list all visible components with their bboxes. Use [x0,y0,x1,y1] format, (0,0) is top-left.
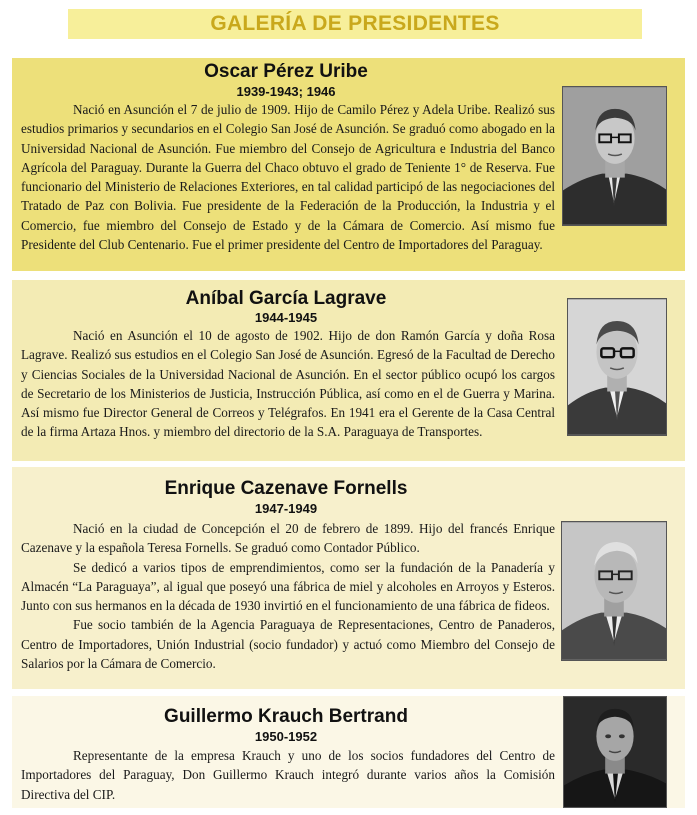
president-photo [562,86,667,226]
president-card-garcia-lagrave [12,280,685,461]
bio-paragraph: Nació en Asunción el 10 de agosto de 1902. Hijo de don Ramón García y doña Rosa Lagrave. Realizó sus estudios en el Colegio San José de Asunción. Egresó de la Facultad de Derecho y Ciencias Sociales de la Universidad Nacional de Asunción. En el sector público ocupó los cargos de Secretario de los Ministerios de Justicia, Instrucción Pública, así como en el de Guerra y Marina. Así mismo fue Director General de Correos y Telégrafos. En 1941 era el Gerente de la Casa Central de la firma Artaza Hnos. y miembro del directorio de la S.A. Paraguaya de Transportes. [21,328,555,440]
president-bio [21,326,555,442]
portrait-image [568,299,666,435]
portrait-image [563,87,666,225]
gallery-header [68,9,642,39]
bio-paragraph: Fue socio también de la Agencia Paraguaya de Representaciones, Centro de Panaderos, Centro de Importadores, Unión Industrial (socio fundador) y actuó como Miembro del Consejo de Salarios por la Cámara de Comercio. [21,617,555,672]
president-years: 1947-1949 [254,501,318,516]
president-bio [21,100,555,254]
president-years: 1944-1945 [254,310,318,325]
president-card-perez-uribe [12,58,685,271]
president-years: 1939-1943; 1946 [236,84,336,99]
gallery-title: GALERÍA DE PRESIDENTES [210,12,500,35]
president-name: Enrique Cazenave Fornells [164,478,408,499]
president-card-cazenave-fornells [12,467,685,689]
bio-paragraph: Representante de la empresa Krauch y uno de los socios fundadores del Centro de Importadores del Paraguay, Don Guillermo Krauch integró durante varios años la Comisión Directiva del CIP. [21,748,555,802]
bio-paragraph: Nació en la ciudad de Concepción el 20 de febrero de 1899. Hijo del francés Enrique Cazenave y la española Teresa Fornells. Se graduó como Contador Público. [21,521,555,556]
bio-paragraph: Se dedicó a varios tipos de emprendimientos, como ser la fundación de la Panadería y Almacén “La Paraguaya”, al igual que poseyó una fábrica de miel y alcoholes en Arroyos y Esteros. Junto con sus hermanos en la década de 1930 invirtió en el funcionamiento de una fábrica de fideos. [21,559,555,614]
president-bio [21,746,555,804]
president-bio [21,519,555,673]
president-name: Guillermo Krauch Bertrand [164,706,408,727]
president-photo [561,521,667,661]
president-years: 1950-1952 [254,729,318,744]
president-name: Aníbal García Lagrave [185,288,387,309]
president-card-krauch-bertrand [12,696,685,808]
portrait-image [564,697,666,807]
portrait-image [562,522,666,660]
president-photo [563,696,667,808]
bio-paragraph: Nació en Asunción el 7 de julio de 1909. Hijo de Camilo Pérez y Adela Uribe. Realizó sus estudios primarios y secundarios en el Colegio San José de Asunción. Se graduó como abogado en la Universidad Nacional de Asunción. Fue miembro del Consejo de Agricultura e Industria del Banco Agrícola del Paraguay. Durante la Guerra del Chaco obtuvo el grado de Teniente 1° de Reserva. Fue funcionario del Ministerio de Relaciones Exteriores, en tal calidad participó de las negociaciones del Tratado de Paz con Bolivia. Fue presidente de la Federación de la Producción, la Industria y el Comercio, fue miembro del Consejo de Estado y de la Cámara de Comercio. Así mismo fue Presidente del Club Centenario. Fue el primer presidente del Centro de Importadores del Paraguay. [21,102,555,253]
president-name: Oscar Pérez Uribe [204,61,368,82]
president-photo [567,298,667,436]
